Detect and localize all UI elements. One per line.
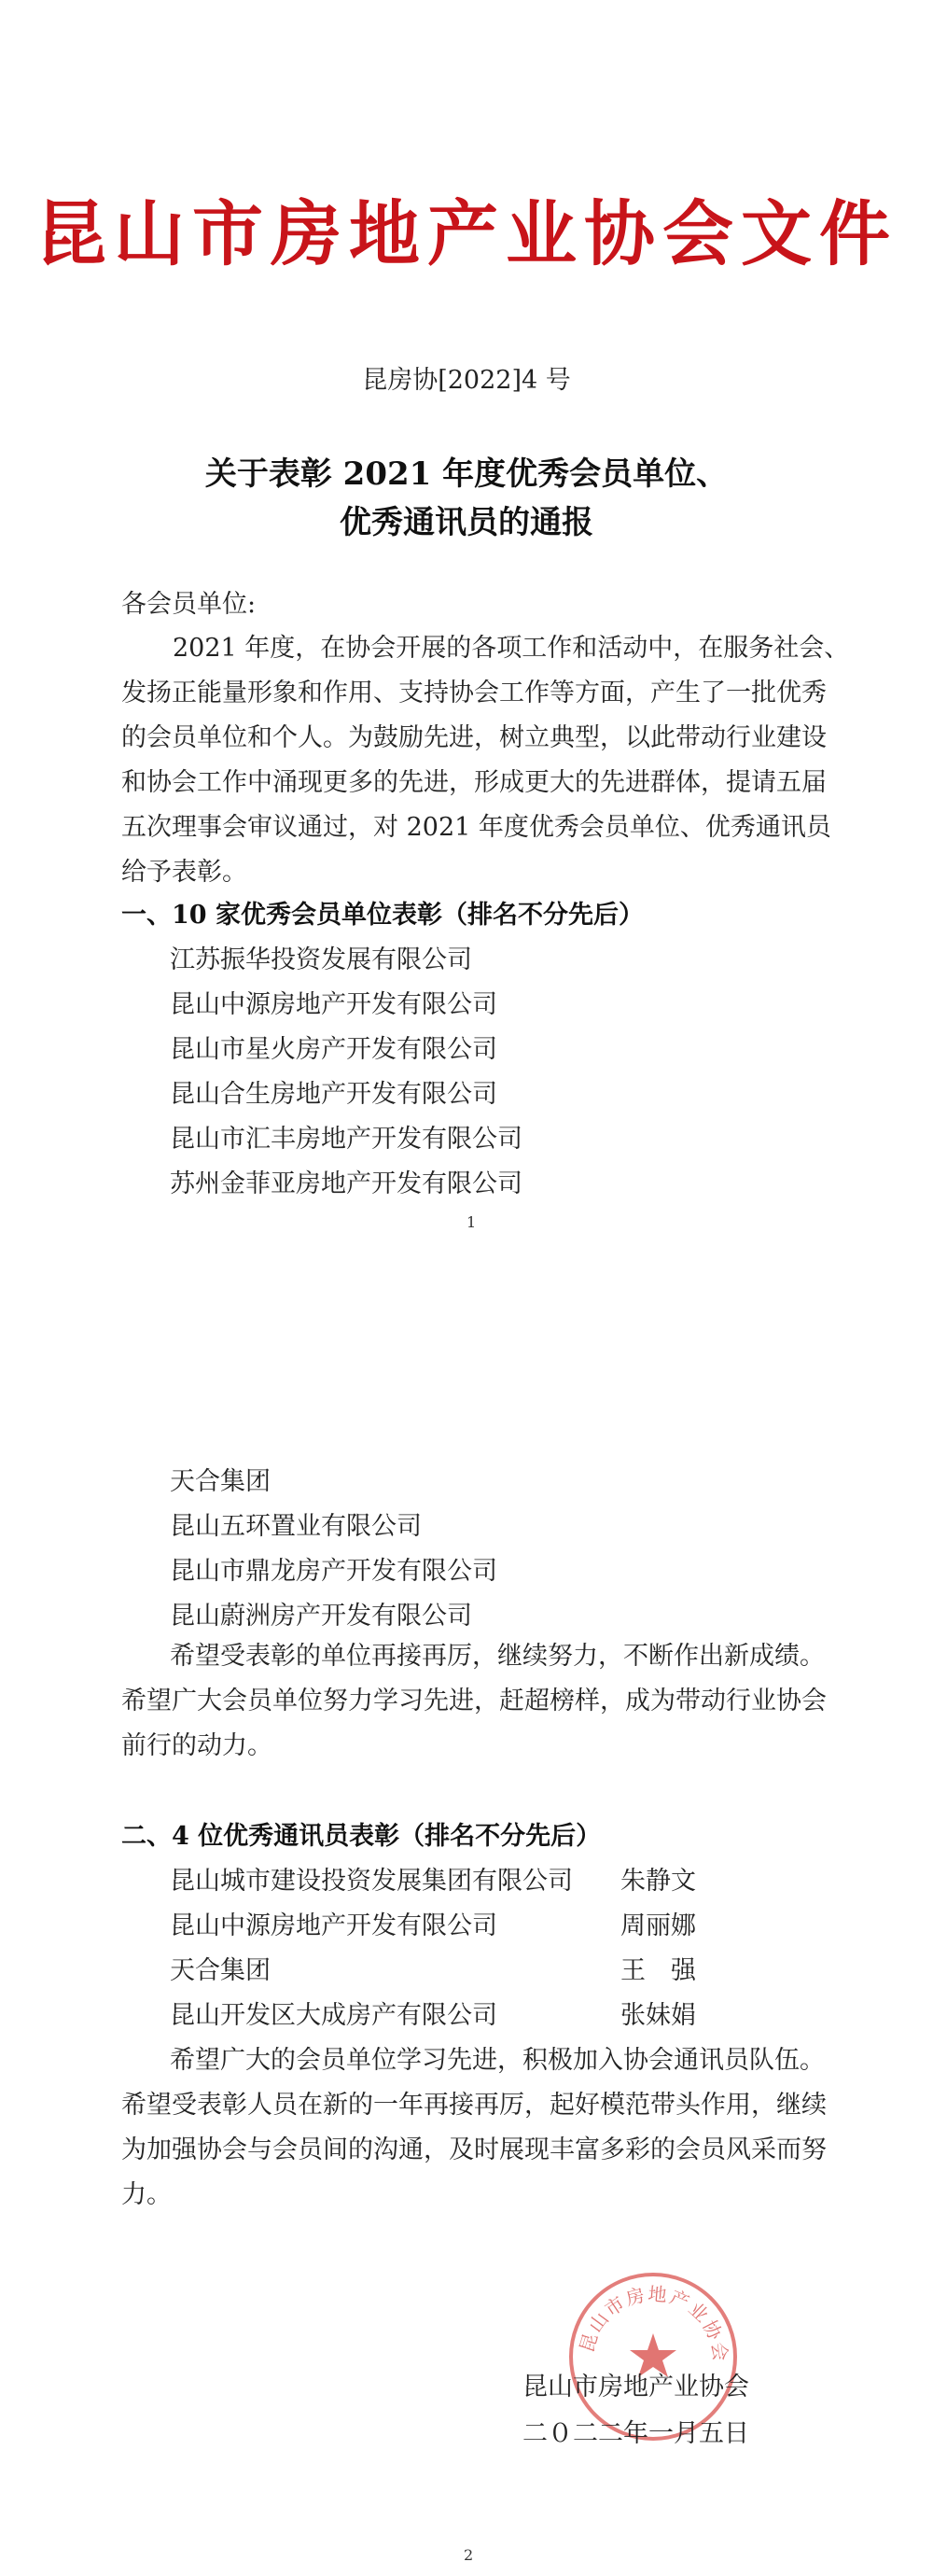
table-row-company: 昆山城市建设投资发展集团有限公司 [170, 1867, 573, 1896]
page-number: 1 [466, 1213, 477, 1231]
table-row-company: 天合集团 [170, 1956, 271, 1985]
intro-line: 发扬正能量形象和作用、支持协会工作等方面，产生了一批优秀 [121, 679, 827, 707]
section2-closing-line: 为加强协会与会员间的沟通，及时展现丰富多彩的会员风采而努 [121, 2135, 827, 2164]
list-item: 昆山五环置业有限公司 [170, 1512, 422, 1541]
list-item: 昆山市汇丰房地产开发有限公司 [170, 1125, 522, 1154]
list-item: 昆山市鼎龙房产开发有限公司 [170, 1557, 497, 1586]
seal-text: 昆山市房地产业协会 [575, 2282, 732, 2364]
page-number: 2 [464, 2546, 474, 2564]
section2-heading: 二、4 位优秀通讯员表彰（排名不分先后） [121, 1822, 602, 1851]
section1-closing-line: 希望受表彰的单位再接再厉，继续努力，不断作出新成绩。 [170, 1642, 825, 1671]
subject-line-1: 关于表彰 2021 年度优秀会员单位、 [204, 455, 729, 493]
intro-line: 五次理事会审议通过，对 2021 年度优秀会员单位、优秀通讯员 [121, 813, 831, 842]
section2-closing-line: 希望受表彰人员在新的一年再接再厉，起好模范带头作用，继续 [121, 2091, 827, 2120]
list-item: 江苏振华投资发展有限公司 [170, 945, 472, 974]
table-row-company: 昆山开发区大成房产有限公司 [170, 2001, 497, 2030]
list-item: 昆山蔚洲房产开发有限公司 [170, 1602, 472, 1631]
document-number: 昆房协[2022]4 号 [362, 366, 571, 395]
list-item: 昆山中源房地产开发有限公司 [170, 990, 497, 1019]
intro-line: 2021 年度，在协会开展的各项工作和活动中，在服务社会、 [173, 634, 850, 663]
table-row-company: 昆山中源房地产开发有限公司 [170, 1911, 497, 1940]
document-title: 昆山市房地产业协会文件 [35, 192, 898, 275]
intro-line: 给予表彰。 [121, 858, 247, 887]
table-row-name: 王 强 [620, 1956, 696, 1985]
signature-org: 昆山市房地产业协会 [522, 2373, 749, 2401]
section1-heading: 一、10 家优秀会员单位表彰（排名不分先后） [121, 901, 644, 930]
list-item: 苏州金菲亚房地产开发有限公司 [170, 1169, 522, 1198]
table-row-name: 张妹娟 [620, 2001, 696, 2030]
section1-closing-line: 希望广大会员单位努力学习先进，赶超榜样，成为带动行业协会 [121, 1687, 827, 1715]
subject-line-2: 优秀通讯员的通报 [340, 504, 593, 541]
intro-line: 和协会工作中涌现更多的先进，形成更大的先进群体，提请五届 [121, 768, 827, 797]
list-item: 天合集团 [170, 1467, 271, 1496]
section2-closing-line: 力。 [121, 2180, 172, 2209]
signature-date: 二０二二年一月五日 [522, 2419, 749, 2448]
section2-closing-line: 希望广大的会员单位学习先进，积极加入协会通讯员队伍。 [170, 2046, 825, 2075]
list-item: 昆山合生房地产开发有限公司 [170, 1080, 497, 1109]
salutation: 各会员单位: [121, 590, 257, 619]
section1-closing-line: 前行的动力。 [121, 1731, 272, 1760]
intro-line: 的会员单位和个人。为鼓励先进，树立典型，以此带动行业建设 [121, 723, 827, 752]
table-row-name: 周丽娜 [620, 1911, 696, 1940]
table-row-name: 朱静文 [620, 1867, 696, 1896]
list-item: 昆山市星火房产开发有限公司 [170, 1035, 497, 1064]
